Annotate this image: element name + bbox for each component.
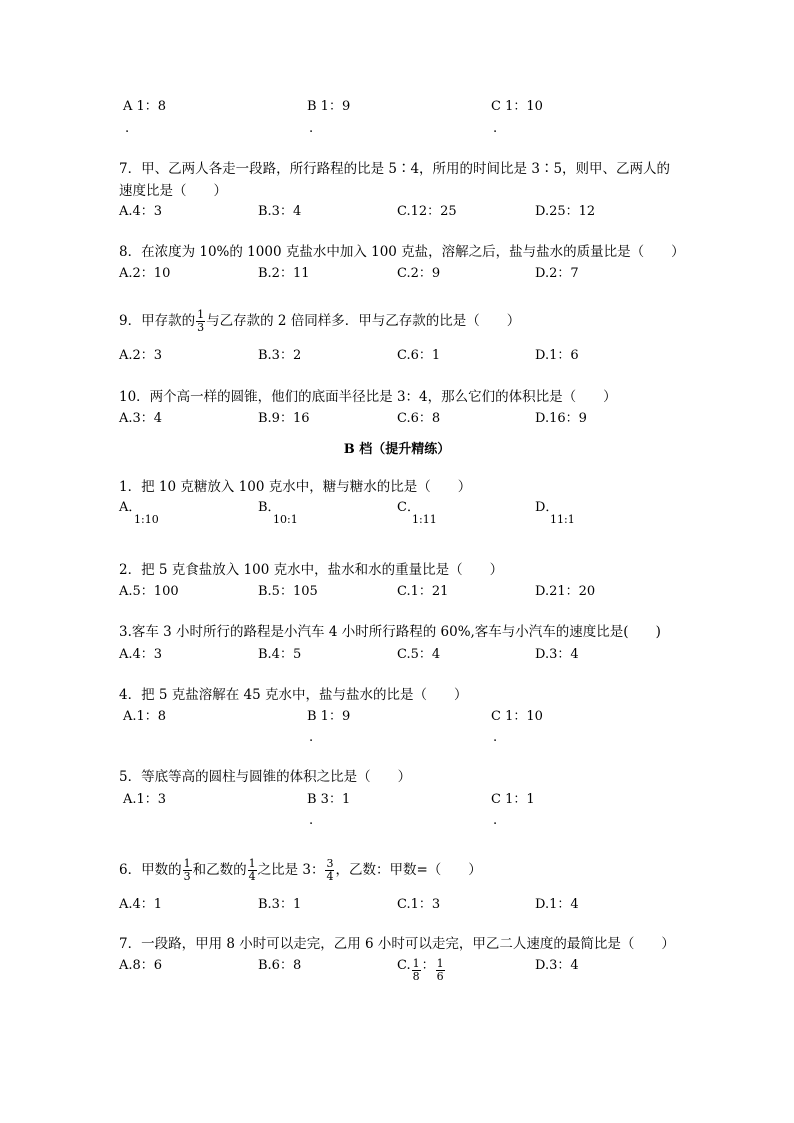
question-middle: 和乙数的 [192,862,247,878]
option-a-letter: A． [119,500,142,515]
fraction [248,858,257,883]
fraction [325,858,334,883]
option-b: B.4：5 [258,647,302,662]
ratio-separator: ： [421,958,435,973]
option-c: C.1：21 [397,584,449,599]
question-suffix: 与乙存款的 2 倍同样多．甲与乙存款的比是（ ） [206,313,521,329]
option-a: A 1：8 [123,99,167,114]
option-d-letter: D． [535,500,559,515]
fraction [196,309,205,334]
question-text [119,309,520,334]
option-a: A.4：1 [119,897,163,912]
question-text: 3.客车 3 小时所行的路程是小汽车 4 小时所行路程的 60%,客车与小汽车的速度比是( ) [119,624,661,640]
option-a: A.3：4 [119,411,163,426]
option-c: C.6：8 [397,411,441,426]
section-title: B 档（提升精练） [343,442,451,457]
question-text: 5．等底等高的圆柱与圆锥的体积之比是（ ） [119,769,412,785]
option-a: A.1：8 [123,709,167,724]
option-a: A.1：3 [123,792,167,807]
option-a: A.5：100 [119,584,179,599]
option-c: C.2：9 [397,266,441,281]
option-d: D.2：7 [535,266,579,281]
option-b-letter: B． [258,500,281,515]
stray-dot: . [493,730,498,745]
question-prefix: 9．甲存款的 [119,313,196,329]
option-c-letter: C． [397,500,420,515]
option-d: D.3：4 [535,647,579,662]
option-c: C 1：1 [491,792,535,807]
option-b: B.6：8 [258,958,302,973]
fraction-denominator: 6 [436,970,444,983]
fraction-denominator: 8 [412,970,420,983]
option-c: C 1：10 [491,99,543,114]
stray-dot: . [309,813,314,828]
option-b: B.9：16 [258,411,310,426]
option-b: B.3：1 [258,897,302,912]
fraction-numerator: 1 [197,308,205,321]
option-d: D.16：9 [535,411,587,426]
option-c: C.5：4 [397,647,441,662]
option-b: B.5：105 [258,584,318,599]
option-b: B.3：2 [258,348,302,363]
option-d-value: 11:1 [550,513,575,526]
fraction [183,858,192,883]
question-prefix: 6．甲数的 [119,862,182,878]
option-c: C.12：25 [397,204,457,219]
option-b: B.3：4 [258,204,302,219]
option-d: D.25：12 [535,204,596,219]
question-text: 速度比是（ ） [119,183,227,199]
fraction-numerator: 1 [412,957,420,970]
option-a: A.2：10 [119,266,171,281]
question-text [119,858,482,883]
fraction [436,958,445,983]
fraction-numerator: 1 [183,857,191,870]
option-d: D.1：6 [535,348,579,363]
fraction-numerator: 1 [248,857,256,870]
fraction-denominator: 4 [326,870,334,883]
option-c: C.6：1 [397,348,441,363]
option-b-value: 10:1 [273,513,298,526]
question-text: 7．甲、乙两人各走一段路，所行路程的比是 5∶4，所用的时间比是 3∶5，则甲、乙两人的 [119,161,671,177]
option-d: D.3：4 [535,958,579,973]
question-text: 7．一段路，甲用 8 小时可以走完，乙用 6 小时可以走完，甲乙二人速度的最简比是（ ） [119,936,675,952]
fraction-denominator: 3 [197,321,205,334]
question-text: 1．把 10 克糖放入 100 克水中，糖与糖水的比是（ ） [119,479,472,495]
option-b: B 1：9 [307,99,351,114]
option-b: B 3：1 [307,792,351,807]
option-d: D.1：4 [535,897,579,912]
option-c [397,958,446,983]
option-c: C.1：3 [397,897,441,912]
option-b: B.2：11 [258,266,310,281]
question-text: 10．两个高一样的圆锥，他们的底面半径比是 3：4，那么它们的体积比是（ ） [119,389,617,405]
question-text: 4．把 5 克盐溶解在 45 克水中，盐与盐水的比是（ ） [119,687,468,703]
stray-dot: . [309,730,314,745]
question-suffix: ，乙数：甲数=（ ） [335,862,482,878]
fraction-numerator: 3 [326,857,334,870]
option-c-value: 1:11 [412,513,437,526]
option-b: B 1：9 [307,709,351,724]
option-d: D.21：20 [535,584,596,599]
question-middle: 之比是 3： [257,862,325,878]
option-a: A.2：3 [119,348,163,363]
option-a: A.4：3 [119,204,163,219]
stray-dot: . [125,121,130,136]
stray-dot: . [493,813,498,828]
option-c-letter: C. [397,958,411,973]
stray-dot: . [493,121,498,136]
stray-dot: . [309,121,314,136]
option-a: A.4：3 [119,647,163,662]
fraction-denominator: 3 [183,870,191,883]
option-c: C 1：10 [491,709,543,724]
option-a: A.8：6 [119,958,163,973]
option-a-value: 1:10 [134,513,159,526]
fraction-denominator: 4 [248,870,256,883]
question-text: 8．在浓度为 10%的 1000 克盐水中加入 100 克盐，溶解之后，盐与盐水的质量比是（ ） [119,244,685,260]
question-text: 2．把 5 克食盐放入 100 克水中，盐水和水的重量比是（ ） [119,562,504,578]
fraction-numerator: 1 [436,957,444,970]
fraction [412,958,421,983]
